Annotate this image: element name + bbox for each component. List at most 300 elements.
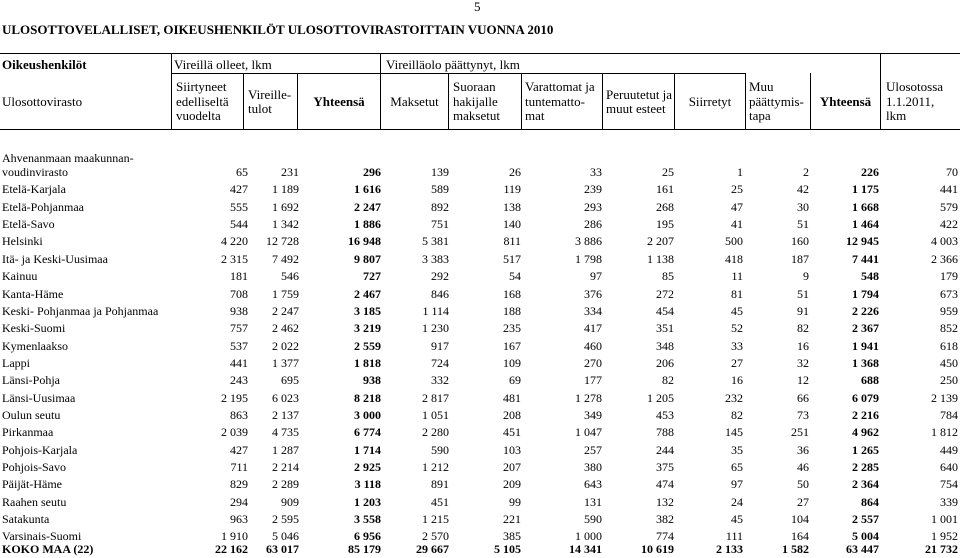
total-cell: 21 732 xyxy=(925,542,958,556)
table-cell: 349 xyxy=(584,407,602,422)
table-cell: 2 226 xyxy=(852,303,879,318)
table-cell: 1 812 xyxy=(931,425,958,440)
table-cell: 2 366 xyxy=(931,251,958,266)
table-cell: 1 377 xyxy=(272,355,299,370)
table-cell: 618 xyxy=(940,338,958,353)
table-cell: 917 xyxy=(431,338,449,353)
table-cell: 103 xyxy=(503,442,521,457)
table-cell: 852 xyxy=(940,321,958,336)
table-row xyxy=(0,233,960,250)
table-cell: 754 xyxy=(940,477,958,492)
table-cell: 177 xyxy=(584,373,602,388)
table-cell: 69 xyxy=(509,373,521,388)
table-cell: 1 xyxy=(737,165,743,179)
total-cell: 22 162 xyxy=(215,542,248,556)
header-ulosotossa: Ulosotossa 1.1.2011, lkm xyxy=(886,79,944,124)
col-rule xyxy=(243,73,244,129)
table-cell: 244 xyxy=(656,442,674,457)
row-label: Satakunta xyxy=(2,512,50,526)
table-row xyxy=(0,268,960,285)
table-cell: 6 023 xyxy=(272,390,299,405)
table-cell: 6 079 xyxy=(852,390,879,405)
table-cell: 181 xyxy=(230,269,248,284)
table-cell: 811 xyxy=(503,234,521,249)
table-cell: 2 467 xyxy=(354,286,381,301)
table-cell: 1 189 xyxy=(272,182,299,197)
table-cell: 427 xyxy=(230,182,248,197)
table-cell: 195 xyxy=(656,217,674,232)
table-cell: 1 051 xyxy=(422,407,449,422)
total-cell: 63 017 xyxy=(266,542,299,556)
table-cell: 640 xyxy=(940,460,958,474)
table-cell: 751 xyxy=(431,217,449,232)
table-cell: 339 xyxy=(940,494,958,509)
table-cell: 1 941 xyxy=(852,338,879,353)
table-cell: 3 118 xyxy=(354,477,381,492)
table-cell: 232 xyxy=(725,390,743,405)
table-cell: 168 xyxy=(503,286,521,301)
table-cell: 590 xyxy=(584,512,602,526)
table-cell: 1 114 xyxy=(422,303,449,318)
table-cell: 2 364 xyxy=(852,477,879,492)
table-cell: 2 570 xyxy=(422,529,449,544)
table-cell: 9 xyxy=(803,269,809,284)
table-cell: 757 xyxy=(230,321,248,336)
table-top-rule xyxy=(0,53,960,54)
table-cell: 97 xyxy=(590,269,602,284)
table-cell: 161 xyxy=(656,182,674,197)
table-cell: 892 xyxy=(431,199,449,214)
table-cell: 138 xyxy=(503,199,521,214)
row-label: Itä- ja Keski-Uusimaa xyxy=(2,251,108,266)
table-row xyxy=(0,372,960,389)
table-cell: 376 xyxy=(584,286,602,301)
table-cell: 2 247 xyxy=(272,303,299,318)
table-cell: 1 886 xyxy=(354,217,381,232)
table-cell: 1 001 xyxy=(931,512,958,526)
table-cell: 139 xyxy=(431,165,449,179)
table-cell: 1 175 xyxy=(852,182,879,197)
table-cell: 1 342 xyxy=(272,217,299,232)
total-cell: 1 582 xyxy=(782,542,809,556)
table-cell: 16 948 xyxy=(348,234,381,249)
row-label: Lappi xyxy=(2,355,30,370)
table-cell: 119 xyxy=(503,182,521,197)
row-label: Etelä-Savo xyxy=(2,217,55,232)
table-row xyxy=(0,199,960,216)
table-cell: 5 381 xyxy=(422,234,449,249)
table-cell: 548 xyxy=(861,269,879,284)
table-cell: 2 022 xyxy=(272,338,299,353)
table-cell: 2 285 xyxy=(852,460,879,474)
table-cell: 188 xyxy=(503,303,521,318)
col-rule xyxy=(448,73,449,129)
table-cell: 382 xyxy=(656,512,674,526)
table-row xyxy=(0,320,960,337)
table-cell: 673 xyxy=(940,286,958,301)
table-cell: 111 xyxy=(725,529,743,544)
table-cell: 1 794 xyxy=(852,286,879,301)
table-cell: 1 668 xyxy=(852,199,879,214)
table-cell: 724 xyxy=(431,355,449,370)
table-cell: 3 383 xyxy=(422,251,449,266)
table-cell: 938 xyxy=(230,303,248,318)
table-cell: 441 xyxy=(230,355,248,370)
row-label: Keski- Pohjanmaa ja Pohjanmaa xyxy=(2,303,159,318)
table-cell: 579 xyxy=(940,199,958,214)
table-cell: 296 xyxy=(363,165,381,179)
table-cell: 32 xyxy=(797,355,809,370)
row-label: Etelä-Karjala xyxy=(2,182,66,197)
table-cell: 1 138 xyxy=(647,251,674,266)
table-cell: 45 xyxy=(731,303,743,318)
group-oikeushenkilot: Oikeushenkilöt xyxy=(2,57,87,72)
table-cell: 451 xyxy=(503,425,521,440)
table-cell: 385 xyxy=(503,529,521,544)
table-cell: 231 xyxy=(281,165,299,179)
table-cell: 1 818 xyxy=(354,355,381,370)
table-cell: 334 xyxy=(584,303,602,318)
table-cell: 2 315 xyxy=(221,251,248,266)
table-cell: 12 xyxy=(797,373,809,388)
table-row xyxy=(0,390,960,407)
table-cell: 2 289 xyxy=(272,477,299,492)
page-title: ULOSOTTOVELALLISET, OIKEUSHENKILÖT ULOSOTTOVIRASTOITTAIN VUONNA 2010 xyxy=(2,22,554,37)
table-row xyxy=(0,251,960,268)
table-cell: 33 xyxy=(590,165,602,179)
table-row xyxy=(0,355,960,372)
table-cell: 160 xyxy=(791,234,809,249)
table-cell: 590 xyxy=(431,442,449,457)
table-cell: 24 xyxy=(731,494,743,509)
table-cell: 73 xyxy=(797,407,809,422)
table-cell: 30 xyxy=(797,199,809,214)
table-cell: 1 287 xyxy=(272,442,299,457)
table-cell: 243 xyxy=(230,373,248,388)
table-cell: 1 952 xyxy=(931,529,958,544)
header-siirtyneet: Siirtyneet edelliseltä vuodelta xyxy=(176,79,229,124)
table-cell: 2 216 xyxy=(852,407,879,422)
table-cell: 788 xyxy=(656,425,674,440)
table-cell: 85 xyxy=(662,269,674,284)
table-row xyxy=(0,286,960,303)
table-cell: 46 xyxy=(797,460,809,474)
table-cell: 7 492 xyxy=(272,251,299,266)
row-label: Keski-Suomi xyxy=(2,321,66,336)
table-row xyxy=(0,338,960,355)
table-cell: 2 557 xyxy=(852,512,879,526)
table-cell: 2 137 xyxy=(272,407,299,422)
row-label: Länsi-Pohja xyxy=(2,373,60,388)
row-label: voudinvirasto xyxy=(2,165,68,179)
table-cell: 294 xyxy=(230,494,248,509)
header-varattomat: Varattomat ja tuntematto- mat xyxy=(525,79,595,124)
table-cell: 82 xyxy=(797,321,809,336)
table-cell: 235 xyxy=(503,321,521,336)
total-cell: 63 447 xyxy=(846,542,879,556)
table-cell: 209 xyxy=(503,477,521,492)
table-cell: 1 203 xyxy=(354,494,381,509)
header-muu-paattymistapa: Muu päättymis- tapa xyxy=(749,79,804,124)
table-cell: 417 xyxy=(584,321,602,336)
table-cell: 65 xyxy=(731,460,743,474)
table-cell: 2 139 xyxy=(931,390,958,405)
table-cell: 35 xyxy=(731,442,743,457)
table-cell: 131 xyxy=(584,494,602,509)
table-cell: 708 xyxy=(230,286,248,301)
table-row xyxy=(0,459,960,476)
table-cell: 6 956 xyxy=(354,529,381,544)
table-cell: 1 759 xyxy=(272,286,299,301)
table-cell: 50 xyxy=(797,477,809,492)
table-cell: 12 728 xyxy=(266,234,299,249)
total-cell: 2 133 xyxy=(716,542,743,556)
table-cell: 2 559 xyxy=(354,338,381,353)
table-cell: 16 xyxy=(797,338,809,353)
table-cell: 239 xyxy=(584,182,602,197)
table-cell: 3 185 xyxy=(354,303,381,318)
table-cell: 864 xyxy=(861,494,879,509)
table-cell: 206 xyxy=(656,355,674,370)
row-label: Helsinki xyxy=(2,234,43,249)
table-cell: 460 xyxy=(584,338,602,353)
table-row xyxy=(0,494,960,511)
table-row xyxy=(0,442,960,459)
header-siirretyt: Siirretyt xyxy=(688,93,732,109)
table-cell: 70 xyxy=(946,165,958,179)
table-cell: 348 xyxy=(656,338,674,353)
col-rule xyxy=(880,53,881,129)
header-ulosottovirasto: Ulosottovirasto xyxy=(2,93,83,109)
table-cell: 51 xyxy=(797,217,809,232)
table-cell: 589 xyxy=(431,182,449,197)
table-cell: 250 xyxy=(940,373,958,388)
table-cell: 863 xyxy=(230,407,248,422)
table-row xyxy=(0,181,960,198)
table-cell: 221 xyxy=(503,512,521,526)
table-cell: 270 xyxy=(584,355,602,370)
table-cell: 4 003 xyxy=(931,234,958,249)
table-cell: 643 xyxy=(584,477,602,492)
header-peruutetut: Peruutetut ja muut esteet xyxy=(606,86,673,116)
table-cell: 3 558 xyxy=(354,512,381,526)
table-cell: 2 817 xyxy=(422,390,449,405)
row-label: Länsi-Uusimaa xyxy=(2,390,76,405)
table-cell: 481 xyxy=(503,390,521,405)
table-cell: 418 xyxy=(725,251,743,266)
table-cell: 51 xyxy=(797,286,809,301)
table-cell: 104 xyxy=(791,512,809,526)
table-row xyxy=(0,511,960,528)
table-cell: 25 xyxy=(731,182,743,197)
table-cell: 544 xyxy=(230,217,248,232)
table-cell: 784 xyxy=(940,407,958,422)
total-cell: 14 341 xyxy=(569,542,602,556)
col-rule xyxy=(745,73,746,129)
table-row xyxy=(0,164,960,181)
table-cell: 2 367 xyxy=(852,321,879,336)
table-cell: 1 212 xyxy=(422,460,449,474)
table-cell: 145 xyxy=(725,425,743,440)
table-row xyxy=(0,303,960,320)
table-cell: 546 xyxy=(281,269,299,284)
table-cell: 3 000 xyxy=(354,407,381,422)
table-cell: 938 xyxy=(363,373,381,388)
col-rule xyxy=(521,73,522,129)
table-cell: 453 xyxy=(656,407,674,422)
table-cell: 33 xyxy=(731,338,743,353)
table-cell: 774 xyxy=(656,529,674,544)
table-cell: 1 047 xyxy=(575,425,602,440)
table-cell: 959 xyxy=(940,303,958,318)
table-cell: 375 xyxy=(656,460,674,474)
header-yhteensa-vireilla: Yhteensä xyxy=(313,93,365,109)
table-cell: 1 368 xyxy=(852,355,879,370)
table-cell: 2 595 xyxy=(272,512,299,526)
table-cell: 109 xyxy=(503,355,521,370)
table-cell: 1 215 xyxy=(422,512,449,526)
table-cell: 52 xyxy=(731,321,743,336)
table-cell: 8 218 xyxy=(354,390,381,405)
table-cell: 2 925 xyxy=(354,460,381,474)
table-cell: 1 000 xyxy=(575,529,602,544)
table-cell: 1 205 xyxy=(647,390,674,405)
table-cell: 846 xyxy=(431,286,449,301)
table-cell: 132 xyxy=(656,494,674,509)
table-cell: 3 219 xyxy=(354,321,381,336)
table-cell: 12 945 xyxy=(846,234,879,249)
table-cell: 82 xyxy=(662,373,674,388)
table-cell: 187 xyxy=(791,251,809,266)
table-cell: 91 xyxy=(797,303,809,318)
row-label: Oulun seutu xyxy=(2,407,61,422)
header-yhteensa-paattynyt: Yhteensä xyxy=(819,93,872,109)
table-cell: 422 xyxy=(940,217,958,232)
table-cell: 555 xyxy=(230,199,248,214)
header-suoraan-hakijalle: Suoraan hakijalle maksetut xyxy=(453,79,500,124)
table-cell: 1 464 xyxy=(852,217,879,232)
col-rule xyxy=(602,73,603,129)
table-cell: 1 798 xyxy=(575,251,602,266)
table-cell: 9 807 xyxy=(354,251,381,266)
table-cell: 5 046 xyxy=(272,529,299,544)
header-maksetut: Maksetut xyxy=(390,93,439,109)
total-cell: 10 619 xyxy=(641,542,674,556)
table-cell: 2 207 xyxy=(647,234,674,249)
group-vireillaolo-paattynyt: Vireilläolo päättynyt, lkm xyxy=(386,57,520,72)
table-cell: 1 714 xyxy=(354,442,381,457)
table-cell: 16 xyxy=(731,373,743,388)
group-rule xyxy=(171,73,746,74)
table-cell: 226 xyxy=(861,165,879,179)
table-cell: 11 xyxy=(731,269,743,284)
table-cell: 5 004 xyxy=(852,529,879,544)
table-cell: 65 xyxy=(236,165,248,179)
table-cell: 66 xyxy=(797,390,809,405)
row-label: Päijät-Häme xyxy=(2,477,62,492)
table-cell: 36 xyxy=(797,442,809,457)
table-cell: 4 735 xyxy=(272,425,299,440)
total-cell: 5 105 xyxy=(494,542,521,556)
total-cell: 85 179 xyxy=(348,542,381,556)
table-cell: 42 xyxy=(797,182,809,197)
table-cell: 292 xyxy=(431,269,449,284)
region-heading: Ahvenanmaan maakunnan- xyxy=(2,151,134,165)
table-cell: 427 xyxy=(230,442,248,457)
table-cell: 4 220 xyxy=(221,234,248,249)
table-cell: 41 xyxy=(731,217,743,232)
table-cell: 537 xyxy=(230,338,248,353)
table-row xyxy=(0,476,960,493)
table-cell: 207 xyxy=(503,460,521,474)
table-cell: 6 774 xyxy=(354,425,381,440)
table-cell: 351 xyxy=(656,321,674,336)
table-cell: 293 xyxy=(584,199,602,214)
table-cell: 268 xyxy=(656,199,674,214)
table-cell: 517 xyxy=(503,251,521,266)
total-label: KOKO MAA (22) xyxy=(2,542,94,556)
table-cell: 27 xyxy=(797,494,809,509)
row-label: Pohjois-Savo xyxy=(2,460,67,474)
table-cell: 2 247 xyxy=(354,199,381,214)
table-cell: 1 910 xyxy=(221,529,248,544)
table-cell: 179 xyxy=(940,269,958,284)
table-row xyxy=(0,216,960,233)
table-cell: 891 xyxy=(431,477,449,492)
table-cell: 688 xyxy=(861,373,879,388)
table-cell: 140 xyxy=(503,217,521,232)
table-cell: 449 xyxy=(940,442,958,457)
row-label: Varsinais-Suomi xyxy=(2,529,82,544)
table-cell: 1 265 xyxy=(852,442,879,457)
table-cell: 45 xyxy=(731,512,743,526)
row-label: Raahen seutu xyxy=(2,494,67,509)
table-cell: 454 xyxy=(656,303,674,318)
row-label: Pirkanmaa xyxy=(2,425,54,440)
table-cell: 380 xyxy=(584,460,602,474)
table-cell: 474 xyxy=(656,477,674,492)
table-cell: 208 xyxy=(503,407,521,422)
table-cell: 727 xyxy=(363,269,381,284)
table-cell: 47 xyxy=(731,199,743,214)
row-label: Kanta-Häme xyxy=(2,286,64,301)
header-bottom-rule xyxy=(0,129,960,130)
table-cell: 829 xyxy=(230,477,248,492)
table-cell: 909 xyxy=(281,494,299,509)
table-cell: 257 xyxy=(584,442,602,457)
table-cell: 332 xyxy=(431,373,449,388)
row-label: Kymenlaakso xyxy=(2,338,68,353)
table-cell: 1 278 xyxy=(575,390,602,405)
row-label: Kainuu xyxy=(2,269,38,284)
table-cell: 167 xyxy=(503,338,521,353)
table-cell: 272 xyxy=(656,286,674,301)
table-cell: 97 xyxy=(731,477,743,492)
table-cell: 7 441 xyxy=(852,251,879,266)
table-row xyxy=(0,424,960,441)
table-cell: 25 xyxy=(662,165,674,179)
table-cell: 3 886 xyxy=(575,234,602,249)
table-cell: 81 xyxy=(731,286,743,301)
table-cell: 695 xyxy=(281,373,299,388)
table-cell: 54 xyxy=(509,269,521,284)
table-cell: 26 xyxy=(509,165,521,179)
table-cell: 500 xyxy=(725,234,743,249)
table-cell: 2 195 xyxy=(221,390,248,405)
table-cell: 1 230 xyxy=(422,321,449,336)
total-row xyxy=(0,541,960,558)
table-cell: 251 xyxy=(791,425,809,440)
